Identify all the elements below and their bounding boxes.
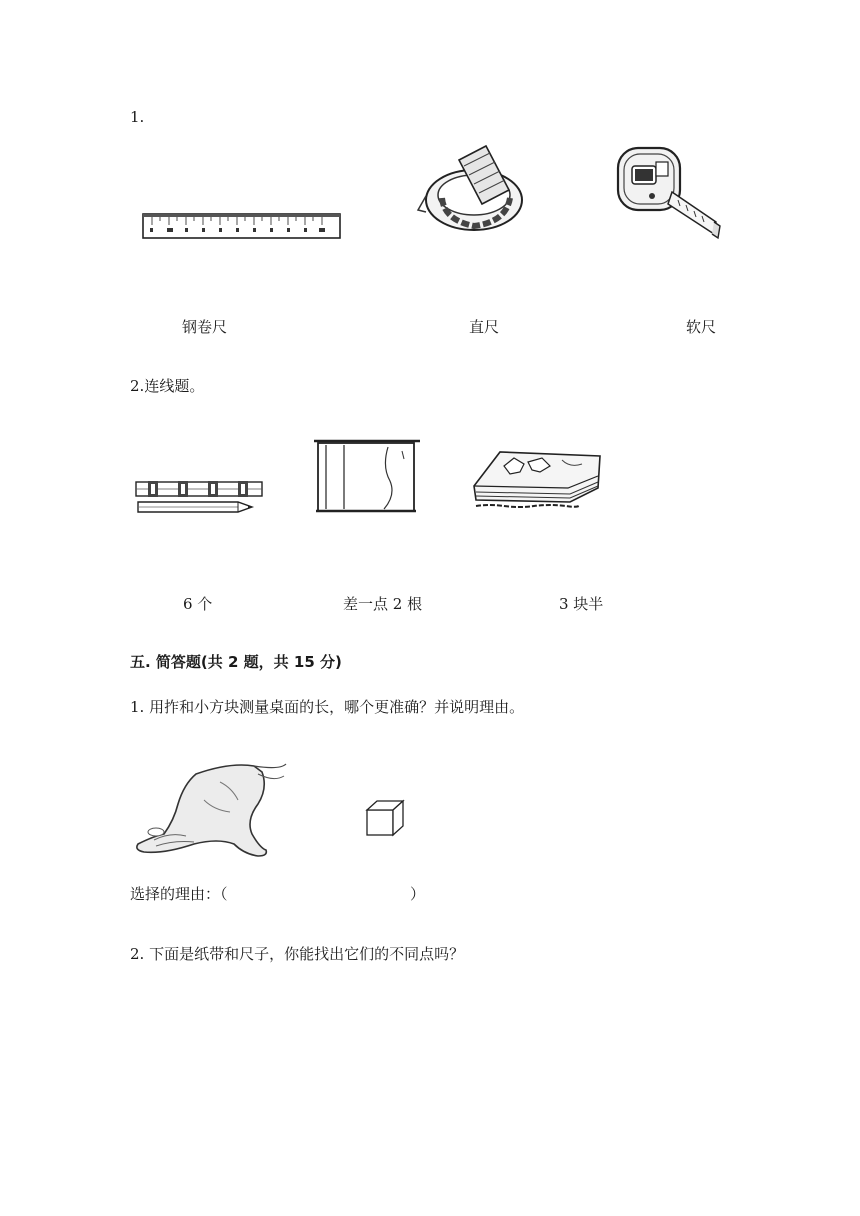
section-heading: 五. 简答题(共 2 题，共 15 分)	[130, 653, 342, 671]
q2-label-book: 3 块半	[559, 595, 604, 613]
book-image	[470, 448, 606, 516]
steel-tape-measure-image	[612, 140, 724, 244]
q2-number: 2.	[130, 377, 145, 395]
q2-label-sticks: 6 个	[183, 595, 213, 613]
q1-label-steel-tape: 钢卷尺	[182, 318, 228, 336]
short-answer-2-question: 2. 下面是纸带和尺子，你能找出它们的不同点吗？	[130, 945, 465, 963]
q1-number: 1.	[130, 108, 145, 126]
stick-bundles-image	[134, 480, 266, 518]
soft-tape-roll-image	[414, 140, 534, 240]
short-answer-1-answer-suffix: ）	[410, 885, 426, 903]
ruler-image	[142, 212, 342, 240]
small-cube-image	[364, 798, 408, 838]
q2-title-text: 连线题。	[144, 377, 205, 395]
hand-span-image	[134, 760, 294, 860]
short-answer-1-question: 1. 用拃和小方块测量桌面的长，哪个更准确？并说明理由。	[130, 698, 525, 716]
q1-label-ruler: 直尺	[469, 318, 500, 336]
short-answer-1-answer-prefix: 选择的理由：（	[130, 885, 228, 903]
blackboard-image	[312, 437, 424, 517]
q2-title	[130, 376, 204, 396]
q1-label-soft-tape: 软尺	[686, 318, 717, 336]
q2-label-blackboard: 差一点 2 根	[343, 595, 423, 613]
